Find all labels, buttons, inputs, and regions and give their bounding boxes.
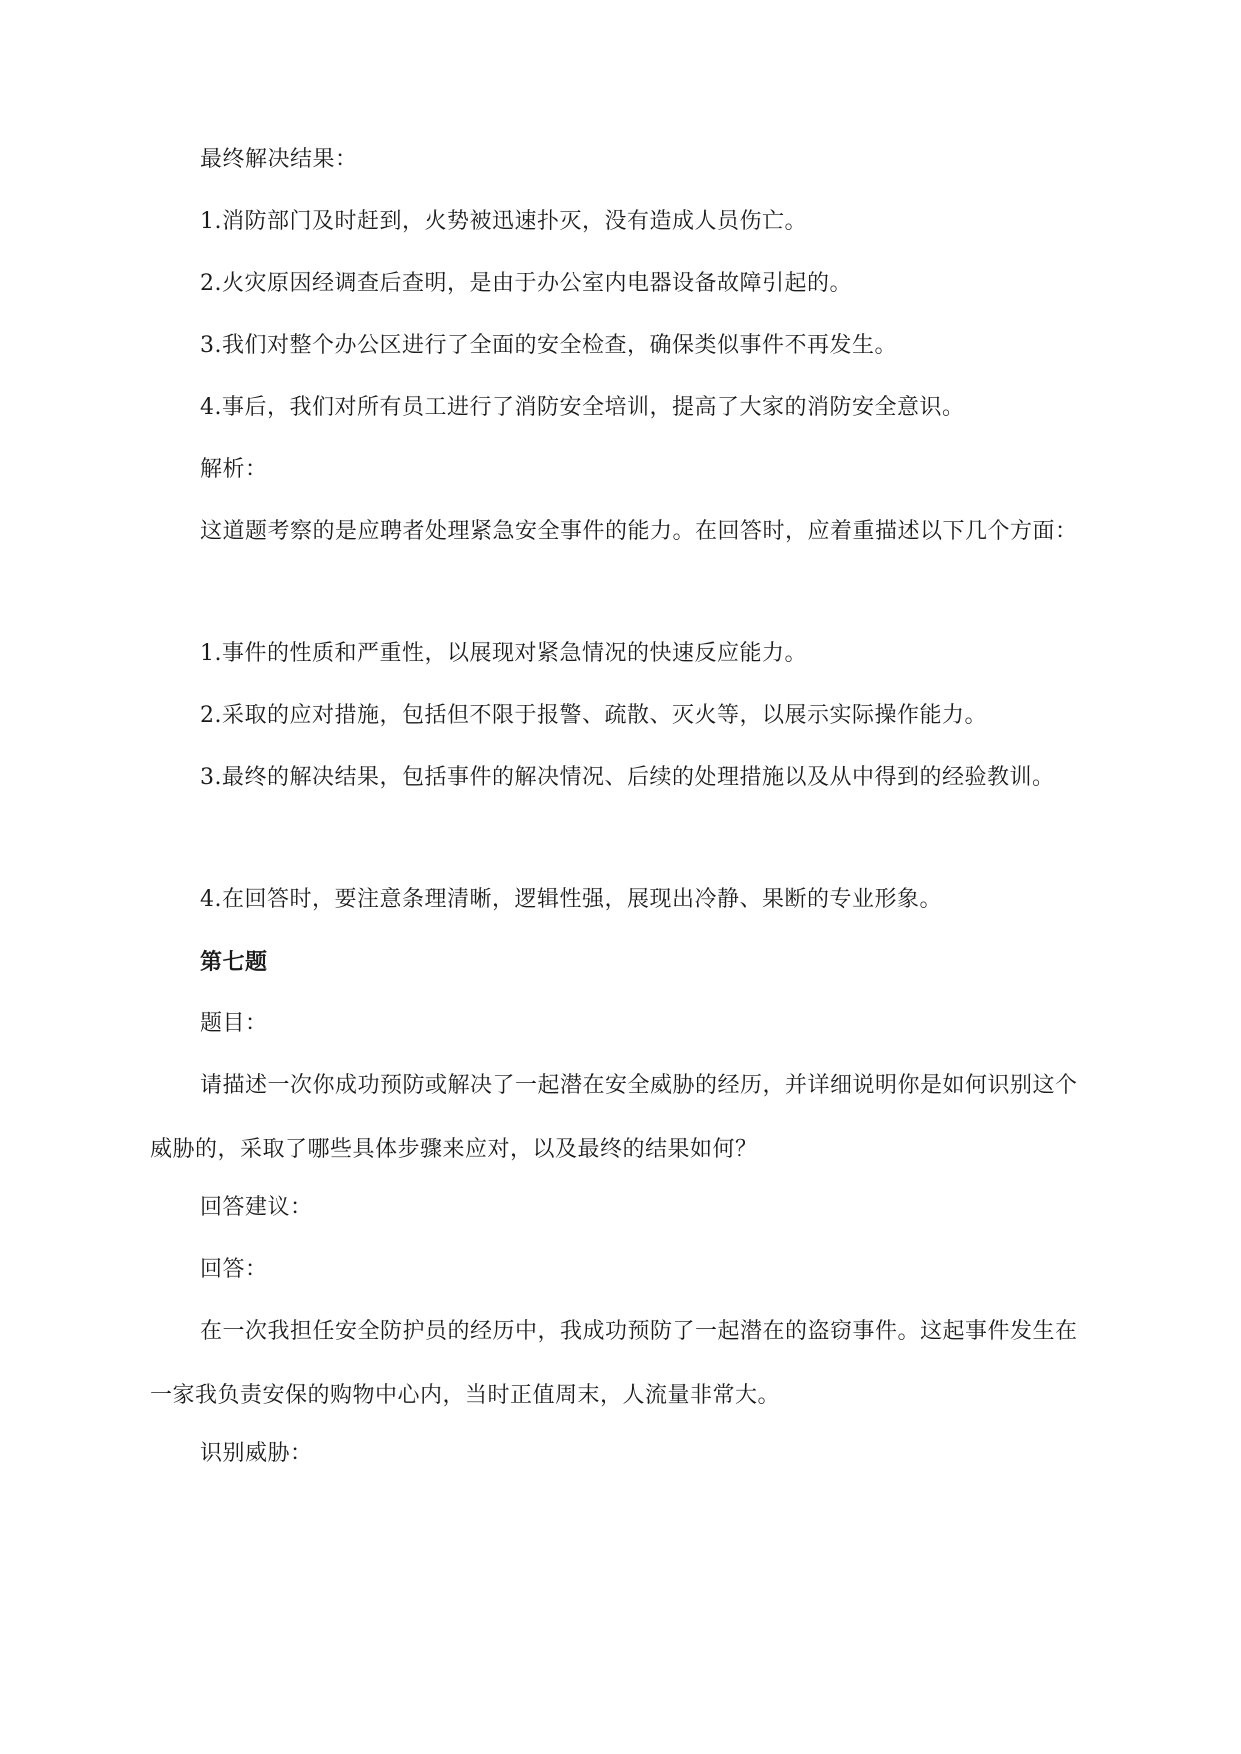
section-heading-final-result: 最终解决结果： bbox=[200, 147, 358, 172]
list-item: 2.火灾原因经调查后查明，是由于办公室内电器设备故障引起的。 bbox=[200, 271, 852, 296]
section-heading-answer: 回答： bbox=[200, 1257, 268, 1282]
question-title: 第七题 bbox=[200, 949, 268, 975]
list-item: 3.我们对整个办公区进行了全面的安全检查，确保类似事件不再发生。 bbox=[200, 333, 897, 358]
answer-paragraph: 在一次我担任安全防护员的经历中，我成功预防了一起潜在的盗窃事件。这起事件发生在一家我负责安保的购物中心内，当时正值周末，人流量非常大。 bbox=[150, 1319, 1078, 1408]
list-item: 2.采取的应对措施，包括但不限于报警、疏散、灭火等，以展示实际操作能力。 bbox=[200, 703, 987, 728]
list-item: 1.消防部门及时赶到，火势被迅速扑灭，没有造成人员伤亡。 bbox=[200, 209, 807, 234]
question-text: 请描述一次你成功预防或解决了一起潜在安全威胁的经历，并详细说明你是如何识别这个威胁的，采取了哪些具体步骤来应对，以及最终的结果如何？ bbox=[150, 1073, 1078, 1162]
list-item: 3.最终的解决结果，包括事件的解决情况、后续的处理措施以及从中得到的经验教训。 bbox=[200, 765, 1055, 790]
section-heading-question: 题目： bbox=[200, 1011, 268, 1036]
section-heading-analysis: 解析： bbox=[200, 457, 268, 482]
list-item: 4.在回答时，要注意条理清晰，逻辑性强，展现出冷静、果断的专业形象。 bbox=[200, 887, 942, 912]
section-heading-identify-threat: 识别威胁： bbox=[200, 1441, 313, 1466]
body-paragraph: 这道题考察的是应聘者处理紧急安全事件的能力。在回答时，应着重描述以下几个方面： bbox=[200, 519, 1078, 544]
section-heading-suggestion: 回答建议： bbox=[200, 1195, 313, 1220]
list-item: 4.事后，我们对所有员工进行了消防安全培训，提高了大家的消防安全意识。 bbox=[200, 395, 965, 420]
list-item: 1.事件的性质和严重性，以展现对紧急情况的快速反应能力。 bbox=[200, 641, 807, 666]
